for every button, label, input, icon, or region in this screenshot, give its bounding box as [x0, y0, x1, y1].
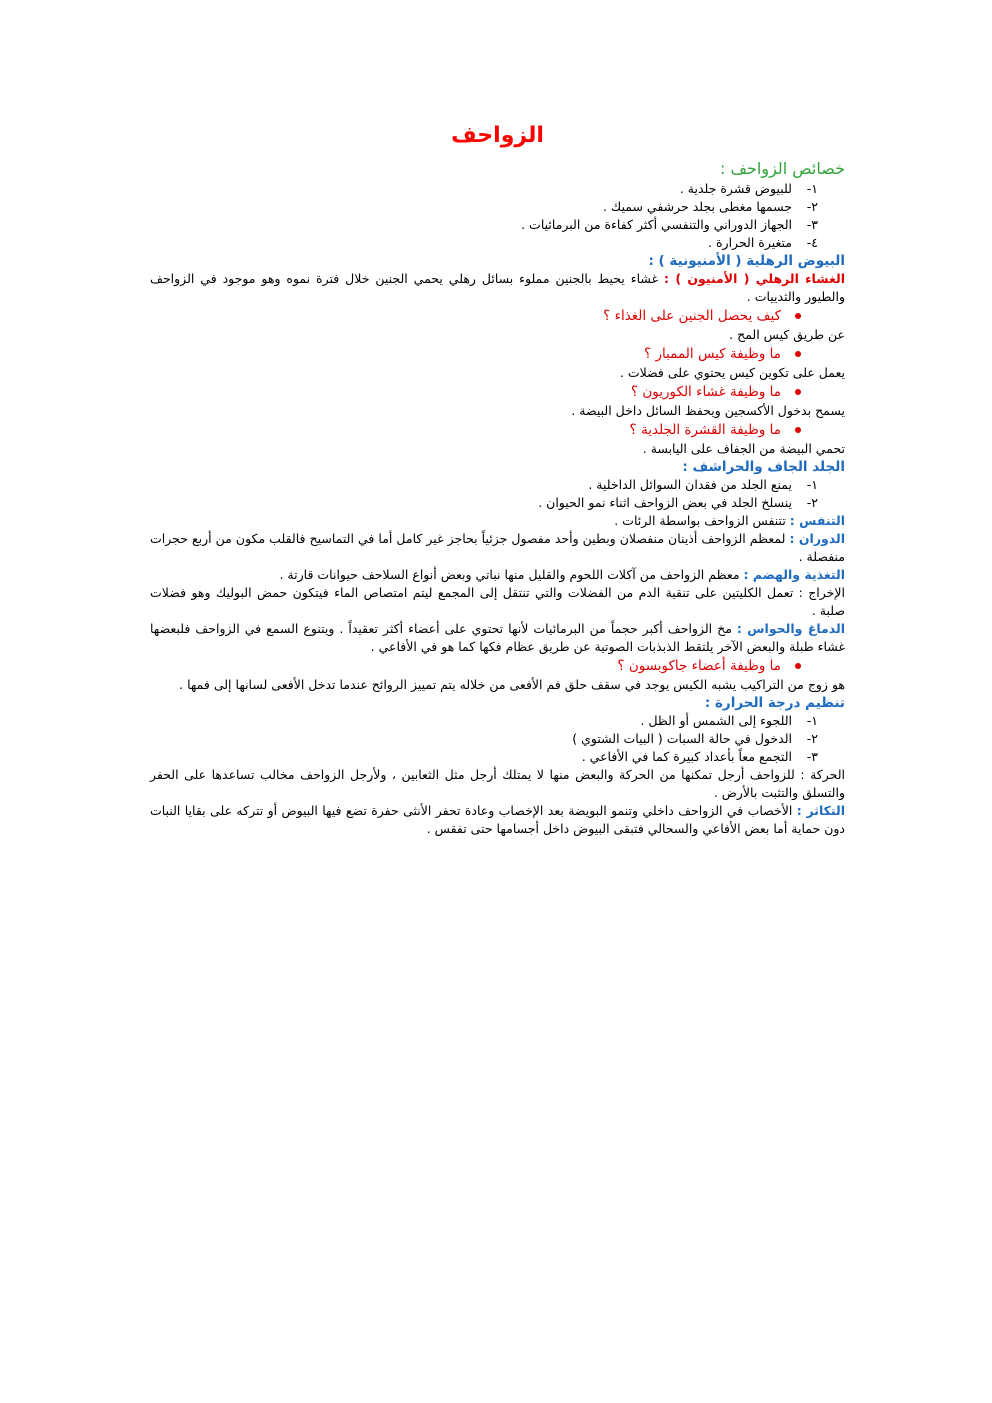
circulation-paragraph: الدوران : لمعظم الزواحف أذينان منفصلان وبطين وأحد مفصول جزئياً بحاجز غير كامل أما في التماسيح فالقلب مكون من أربع حجرات منفصلة .: [150, 531, 846, 564]
list-item: ٢-الدخول في حالة السبات ( البيات الشتوي ): [572, 731, 818, 746]
bullet-icon: [795, 427, 801, 433]
temperature-heading: تنظيم درجة الحرارة :: [704, 695, 845, 711]
question: ما وظيفة غشاء الكوريون ؟: [150, 382, 845, 402]
reproduction-paragraph: التكاثر : الأخصاب في الزواحف داخلي وتنمو البويضة بعد الإخصاب وعادة تحفر الأنثى حفرة تضع فيها البيوض أو تتركه على بقايا النبات دون حماية أما بعض الأفاعي والسحالي فتبقى البيوض داخل أجسامها حتى تفقس .: [150, 803, 845, 836]
brain-paragraph: الدماغ والحواس : مخ الزواحف أكبر حجماً من البرمائيات لأنها تحتوي على أعضاء أكثر تعقيداً . ويتنوع السمع في الزواحف فلبعضها غشاء طبلة والبعض الآخر يلتقط الذبذبات الصوتية عن طريق عظام فكها كما هو في الأفاعي .: [150, 621, 845, 654]
bullet-icon: [795, 351, 801, 357]
list-item: ٤-متغيرة الحرارة .: [708, 235, 818, 250]
nutrition-paragraph: التغذية والهضم : معظم الزواحف من آكلات اللحوم والقليل منها نباتي وبعض أنواع السلاحف حيوانات قارتة .: [279, 567, 845, 582]
question: كيف يحصل الجنين على الغذاء ؟: [150, 306, 845, 326]
characteristics-heading: خصائص الزواحف :: [719, 159, 845, 178]
bullet-icon: [795, 313, 801, 319]
list-item: ٢-ينسلخ الجلد في بعض الزواحف اثناء نمو الحيوان .: [538, 495, 818, 510]
document-page: [150, 118, 845, 838]
question: ما وظيفة القشرة الجلدية ؟: [150, 420, 845, 440]
bullet-icon: [795, 389, 801, 395]
list-item: ١-يمنع الجلد من فقدان السوائل الداخلية .: [588, 477, 818, 492]
list-item: ٢-جسمها مغطى بجلد حرشفي سميك .: [602, 199, 818, 214]
excretion-paragraph: الإخراج : تعمل الكليتين على تنقية الدم من الفضلات والتي تنتقل إلى المجمع ليتم امتصاص الماء فيتكون حمض البوليك وهو فضلات صلبة .: [150, 585, 845, 618]
movement-paragraph: الحركة : للزواحف أرجل تمكنها من الحركة والبعض منها لا يمتلك أرجل مثل الثعابين ، ولأرجل الزواحف مخالب تساعدها على الحفر والتسلق والتثبت بالأرض .: [150, 767, 845, 800]
answer: تحمي البيضة من الجفاف على اليابسة .: [642, 441, 845, 456]
list-item: ١-للبيوض قشرة جلدية .: [679, 181, 818, 196]
breathing-paragraph: التنفس : تتنفس الزواحف بواسطة الرئات .: [614, 513, 845, 528]
answer: عن طريق كيس المح .: [729, 327, 845, 342]
skin-heading: الجلد الجاف والحراشف :: [682, 459, 845, 475]
skin-list: [150, 476, 845, 512]
answer: يعمل على تكوين كيس يحتوي على فضلات .: [619, 365, 845, 380]
temperature-list: [150, 712, 845, 766]
question: ما وظيفة أعضاء جاكوبسون ؟: [150, 656, 845, 676]
answer: هو زوج من التراكيب يشبه الكيس يوجد في سقف حلق فم الأفعى من خلاله يتم تمييز الروائح عندما تدخل الأفعى لسانها إلى فمها .: [179, 677, 845, 692]
list-item: ٣-التجمع معاً بأعداد كبيرة كما في الأفاعي .: [581, 749, 818, 764]
amnion-paragraph: الغشاء الرهلي ( الأمنيون ) : غشاء يحيط بالجنين مملوء بسائل رهلي يحمي الجنين خلال فترة نموه وهو موجود في الزواحف والطيور والثدييات .: [150, 271, 846, 304]
characteristics-list: [150, 180, 845, 252]
bullet-icon: [795, 663, 801, 669]
page-title: الزواحف: [451, 123, 544, 148]
list-item: ١-اللجوء إلى الشمس أو الظل .: [640, 713, 818, 728]
amnion-term: الغشاء الرهلي ( الأمنيون ) :: [664, 271, 846, 286]
list-item: ٣-الجهاز الدوراني والتنفسي أكثر كفاءة من البرمائيات .: [521, 217, 818, 232]
question: ما وظيفة كيس الممبار ؟: [150, 344, 845, 364]
eggs-heading: البيوض الرهلية ( الأمنيونية ) :: [648, 253, 845, 269]
answer: يسمح بدخول الأكسجين ويحفظ السائل داخل البيضة .: [571, 403, 845, 418]
